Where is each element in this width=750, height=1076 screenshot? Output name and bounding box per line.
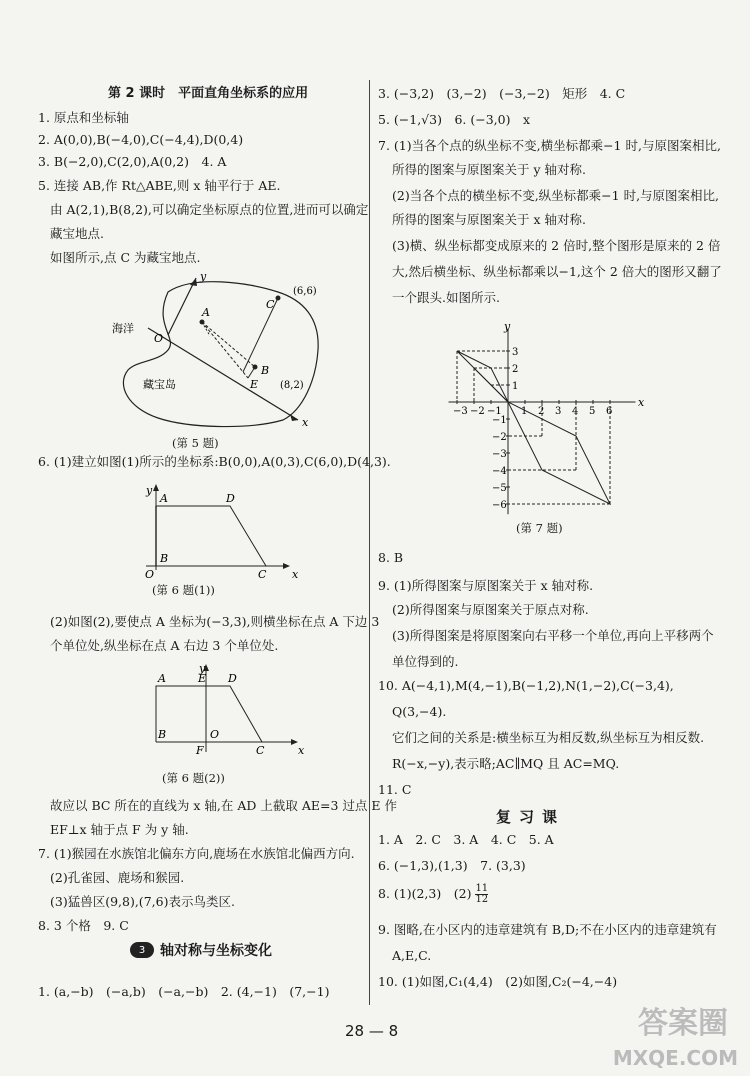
svg-text:D: D bbox=[228, 672, 237, 685]
section-title: 轴对称与坐标变化 bbox=[160, 943, 272, 959]
review-8 bbox=[378, 884, 488, 905]
fig5-caption: (第 5 题) bbox=[172, 436, 219, 450]
fig7-x-tick-label: −2 bbox=[470, 406, 485, 417]
r-answer-9-line3: (3)所得图案是将原图案向右平移一个单位,再向上平移两个 bbox=[392, 628, 714, 643]
r-answer-7-line4: 所得的图案与原图案关于 x 轴对称. bbox=[392, 212, 586, 227]
fig6a-caption: (第 6 题(1)) bbox=[152, 583, 215, 597]
figure-5 bbox=[98, 270, 348, 430]
island-label: 藏宝岛 bbox=[143, 378, 176, 391]
fig7-y-tick-label: −3 bbox=[492, 449, 507, 460]
fig7-y-tick-label: −6 bbox=[492, 500, 507, 511]
review-10: 10. (1)如图,C₁(4,4) (2)如图,C₂(−4,−4) bbox=[378, 974, 618, 989]
answer-6-line1: 6. (1)建立如图(1)所示的坐标系:B(0,0),A(0,3),C(6,0),D(4,3). bbox=[38, 454, 391, 469]
svg-text:A: A bbox=[160, 492, 168, 505]
fig7-x-tick-label: 4 bbox=[572, 406, 579, 417]
fig7-y-tick-label: 1 bbox=[512, 381, 519, 392]
r-answer-7-line1: 7. (1)当各个点的纵坐标不变,横坐标都乘−1 时,与原图案相比, bbox=[378, 138, 721, 153]
answer-5-line1: 5. 连接 AB,作 Rt△ABE,则 x 轴平行于 AE. bbox=[38, 178, 281, 193]
r-answer-9-line1: 9. (1)所得图案与原图案关于 x 轴对称. bbox=[378, 578, 594, 593]
island-outline bbox=[123, 282, 318, 427]
r-answer-8: 8. B bbox=[378, 550, 404, 565]
fig7-y-tick-label: −4 bbox=[492, 466, 507, 477]
r-answer-7-line3: (2)当各个点的横坐标不变,纵坐标都乘−1 时,与原图案相比, bbox=[392, 188, 720, 203]
svg-text:A: A bbox=[158, 672, 166, 685]
column-divider bbox=[369, 80, 370, 1005]
answer-6-2-line2: 个单位处,纵坐标在点 A 右边 3 个单位处. bbox=[50, 638, 279, 653]
lesson-title: 第 2 课时 平面直角坐标系的应用 bbox=[108, 86, 309, 101]
a-label: A bbox=[202, 306, 210, 319]
svg-text:C: C bbox=[258, 568, 267, 580]
r-answer-7-line6: 大,然后横坐标、纵坐标都乘以−1,这个 2 倍大的图形又翻了 bbox=[392, 264, 722, 279]
review-9-line1: 9. 图略,在小区内的违章建筑有 B,D;不在小区内的违章建筑有 bbox=[378, 922, 717, 937]
fig7-x-tick-label: 5 bbox=[589, 406, 596, 417]
fig7-x-tick-label: −3 bbox=[453, 406, 468, 417]
x-axis-line bbox=[148, 328, 298, 420]
answer-3-4: 3. B(−2,0),C(2,0),A(0,2) 4. A bbox=[38, 154, 227, 169]
r-answer-10-line1: 10. A(−4,1),M(4,−1),B(−1,2),N(1,−2),C(−3,4), bbox=[378, 678, 674, 693]
point-c bbox=[276, 296, 281, 301]
r-answer-10-line2: Q(3,−4). bbox=[392, 704, 447, 719]
svg-text:E: E bbox=[198, 672, 207, 685]
figure-7 bbox=[448, 318, 648, 518]
trapezoid-ad-dc bbox=[156, 506, 266, 566]
b-label: B bbox=[261, 364, 270, 377]
fig7-x-tick-label: 1 bbox=[521, 406, 528, 417]
answer-7-line1: 7. (1)猴园在水族馆北偏东方向,鹿场在水族馆北偏西方向. bbox=[38, 846, 355, 861]
ae-dashed bbox=[202, 322, 248, 378]
answer-1: 1. 原点和坐标轴 bbox=[38, 110, 129, 125]
x-axis-arrow bbox=[290, 414, 298, 421]
review-8-text: 8. (1)(2,3) (2) bbox=[378, 886, 472, 901]
svg-text:y: y bbox=[504, 320, 511, 333]
svg-text:x: x bbox=[292, 568, 298, 580]
figure-6-2 bbox=[148, 662, 308, 762]
sea-label: 海洋 bbox=[112, 322, 134, 335]
y-axis-line bbox=[168, 278, 196, 335]
r-answer-5-6: 5. (−1,√3) 6. (−3,0) x bbox=[378, 112, 531, 127]
fig6b-caption: (第 6 题(2)) bbox=[162, 771, 225, 785]
o-label: O bbox=[154, 332, 164, 345]
answer-6-c-line2: EF⊥x 轴于点 F 为 y 轴. bbox=[50, 822, 189, 837]
r-answer-9-line4: 单位得到的. bbox=[392, 654, 459, 669]
y-axis-arrow bbox=[190, 278, 197, 286]
review-6-7: 6. (−1,3),(1,3) 7. (3,3) bbox=[378, 858, 526, 873]
section3-answer-1: 1. (a,−b) (−a,b) (−a,−b) 2. (4,−1) (7,−1) bbox=[38, 984, 330, 999]
figure-6-1 bbox=[138, 480, 298, 580]
svg-text:O: O bbox=[210, 728, 220, 741]
svg-text:C: C bbox=[256, 744, 265, 757]
svg-text:B: B bbox=[160, 552, 169, 565]
r-answer-11: 11. C bbox=[378, 782, 412, 797]
point-b bbox=[253, 365, 258, 370]
section-heading bbox=[130, 940, 272, 960]
c-label: C bbox=[266, 298, 275, 311]
answer-6-2-line1: (2)如图(2),要使点 A 坐标为(−3,3),则横坐标在点 A 下边 3 bbox=[50, 614, 380, 629]
point-a bbox=[200, 320, 205, 325]
svg-text:x: x bbox=[638, 396, 645, 409]
svg-text:y: y bbox=[199, 662, 206, 675]
r-answer-9-line2: (2)所得图案与原图案关于原点对称. bbox=[392, 602, 589, 617]
page-number: 28 — 8 bbox=[345, 1022, 399, 1040]
fig7-caption: (第 7 题) bbox=[516, 521, 563, 535]
answer-8-9: 8. 3 个格 9. C bbox=[38, 918, 129, 933]
fig7-x-tick-label: 3 bbox=[555, 406, 562, 417]
r-answer-7-line5: (3)横、纵坐标都变成原来的 2 倍时,整个图形是原来的 2 倍 bbox=[392, 238, 721, 253]
r-answer-10-line3: 它们之间的关系是:横坐标互为相反数,纵坐标互为相反数. bbox=[392, 730, 705, 745]
svg-text:y: y bbox=[146, 484, 153, 497]
answer-5-line3: 藏宝地点. bbox=[50, 226, 104, 241]
review-title: 复习课 bbox=[496, 808, 566, 826]
fig7-x-tick-label: 2 bbox=[538, 406, 545, 417]
answer-5-line4: 如图所示,点 C 为藏宝地点. bbox=[50, 250, 201, 265]
review-8-fraction bbox=[475, 884, 488, 905]
answer-6-c-line1: 故应以 BC 所在的直线为 x 轴,在 AD 上截取 AE=3 过点 E 作 bbox=[50, 798, 397, 813]
answer-5-line2: 由 A(2,1),B(8,2),可以确定坐标原点的位置,进而可以确定 bbox=[50, 202, 369, 217]
svg-text:O: O bbox=[145, 568, 155, 580]
section-number: 3 bbox=[130, 942, 154, 958]
x-label: x bbox=[302, 416, 309, 429]
e-label: E bbox=[250, 378, 259, 391]
fig7-grid bbox=[449, 329, 636, 514]
fig7-y-tick-label: −2 bbox=[492, 432, 507, 443]
svg-text:B: B bbox=[158, 728, 167, 741]
r-answer-3-4: 3. (−3,2) (3,−2) (−3,−2) 矩形 4. C bbox=[378, 86, 626, 101]
review-1-5: 1. A 2. C 3. A 4. C 5. A bbox=[378, 832, 554, 847]
fig7-y-tick-label: 2 bbox=[512, 364, 519, 375]
fig7-x-tick-label: 6 bbox=[606, 406, 613, 417]
review-9-line2: A,E,C. bbox=[392, 948, 432, 963]
fraction-denominator: 12 bbox=[475, 894, 489, 905]
fraction-numerator: 11 bbox=[475, 883, 489, 894]
pt-82-label: (8,2) bbox=[280, 380, 304, 391]
ab-dashed bbox=[202, 322, 255, 367]
fig7-y-tick-label: 3 bbox=[512, 347, 519, 358]
trapezoid-2 bbox=[156, 686, 262, 742]
svg-text:F: F bbox=[196, 744, 204, 757]
watermark-url: MXQE.COM bbox=[612, 1046, 738, 1070]
fig7-large-shape bbox=[508, 402, 613, 504]
svg-text:x: x bbox=[298, 744, 305, 757]
r-answer-7-line2: 所得的图案与原图案关于 y 轴对称. bbox=[392, 162, 586, 177]
r-answer-10-line4: R(−x,−y),表示略;AC∥MQ 且 AC=MQ. bbox=[392, 756, 620, 771]
fig7-y-tick-label: −1 bbox=[492, 415, 507, 426]
fig7-x-tick-label: −1 bbox=[487, 406, 502, 417]
y-label: y bbox=[200, 270, 207, 283]
svg-text:D: D bbox=[226, 492, 235, 505]
answer-2: 2. A(0,0),B(−4,0),C(−4,4),D(0,4) bbox=[38, 132, 244, 147]
answer-7-line2: (2)孔雀园、鹿场和猴园. bbox=[50, 870, 185, 885]
watermark-logo: 答案圈 bbox=[638, 1006, 728, 1041]
pt-66-label: (6,6) bbox=[293, 286, 317, 297]
answer-7-line3: (3)猛兽区(9,8),(7,6)表示鸟类区. bbox=[50, 894, 235, 909]
r-answer-7-line7: 一个跟头.如图所示. bbox=[392, 290, 500, 305]
fig7-y-tick-label: −5 bbox=[492, 483, 507, 494]
